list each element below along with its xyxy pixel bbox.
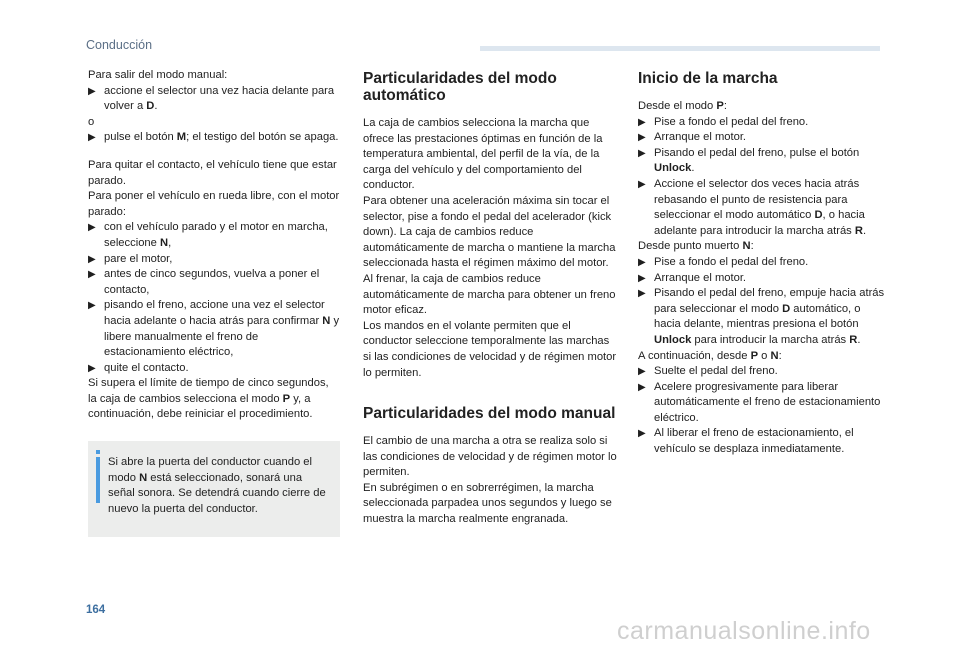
list-item: ▶ Al liberar el freno de estacionamiento, el vehículo se desplaza inmediatamente. [638, 427, 854, 456]
list-item: ▶ Accione el selector dos veces hacia atrás rebasando el punto de resistencia para seleccionar el modo automático D, o hacia adelante para introducir la marcha atrás R. [638, 177, 867, 237]
list-item: ▶ Suelte el pedal del freno. [638, 364, 888, 380]
section-heading: Inicio de la marcha [638, 70, 778, 87]
list-item: ▶ Pisando el pedal del freno, pulse el botón Unlock. [638, 146, 860, 175]
header-bar [480, 46, 880, 51]
paragraph: La caja de cambios selecciona la marcha que ofrece las prestaciones óptimas en función de la temperatura ambiental, del perfil de la vía, de la carga del vehículo y del comportamiento del conductor. [363, 117, 603, 192]
arrow-bullet-icon: ▶ [638, 428, 646, 440]
arrow-bullet-icon: ▶ [88, 85, 96, 97]
paragraph: Para obtener una aceleración máxima sin tocar el selector, pise a fondo el pedal del acelerador (kick down). La caja de cambios reduce automáticamente de marcha o mantiene la marcha seleccionada hasta el régimen máximo del motor. [363, 194, 616, 270]
info-icon-bar [96, 457, 100, 503]
info-icon [96, 450, 100, 454]
list-item: ▶ accione el selector una vez hacia delante para volver a D. [88, 84, 335, 113]
page-number: 164 [86, 604, 106, 616]
paragraph: Para quitar el contacto, el vehículo tiene que estar parado. [88, 158, 337, 187]
paragraph: Los mandos en el volante permiten que el conductor seleccione temporalmente las marchas si las condiciones de velocidad y de régimen motor lo permiten. [363, 319, 617, 379]
arrow-bullet-icon: ▶ [638, 116, 646, 128]
list-item: ▶ pisando el freno, accione una vez el selector hacia adelante o hacia atrás para confirmar N y libere manualmente el freno de estacionamiento eléctrico, [88, 299, 340, 359]
list-item: ▶ Arranque el motor. [638, 130, 888, 146]
arrow-bullet-icon: ▶ [638, 381, 646, 393]
section-title: Conducción [86, 38, 153, 52]
arrow-bullet-icon: ▶ [88, 362, 96, 374]
list-item: ▶ Pise a fondo el pedal del freno. [638, 115, 888, 131]
arrow-bullet-icon: ▶ [638, 256, 646, 268]
paragraph: El cambio de una marcha a otra se realiza solo si las condiciones de velocidad y de régimen motor lo permiten. [363, 435, 617, 479]
paragraph: A continuación, desde P o N: [638, 349, 782, 362]
list-item: ▶ Pise a fondo el pedal del freno. [638, 255, 888, 271]
column-right [638, 70, 888, 458]
paragraph: Para salir del modo manual: [88, 69, 228, 81]
arrow-bullet-icon: ▶ [638, 366, 646, 378]
arrow-bullet-icon: ▶ [638, 272, 646, 284]
list-item: ▶ Arranque el motor. [638, 271, 888, 287]
arrow-bullet-icon: ▶ [638, 132, 646, 144]
list-item: ▶ quite el contacto. [88, 361, 340, 377]
section-heading: Particularidades del modo manual [363, 405, 616, 423]
column-left [88, 68, 340, 537]
list-item: ▶ Acelere progresivamente para liberar automáticamente el freno de estacionamiento eléctrico. [638, 380, 881, 424]
arrow-bullet-icon: ▶ [88, 269, 96, 281]
list-item: ▶ pare el motor, [88, 252, 340, 268]
arrow-bullet-icon: ▶ [638, 147, 646, 159]
info-note: Si abre la puerta del conductor cuando el modo N está seleccionado, sonará una señal sonora. Se detendrá cuando cierre de nuevo la puerta del conductor. [88, 441, 340, 537]
arrow-bullet-icon: ▶ [638, 288, 646, 300]
arrow-bullet-icon: ▶ [88, 253, 96, 265]
paragraph: Desde el modo P: [638, 100, 727, 112]
arrow-bullet-icon: ▶ [638, 178, 646, 190]
list-item: ▶ Pisando el pedal del freno, empuje hacia atrás para seleccionar el modo D automático, o hacia delante, mientras presiona el botón Unlock para introducir la marcha atrás R. [638, 287, 885, 346]
list-item: ▶ pulse el botón M; el testigo del botón se apaga. [88, 130, 340, 146]
paragraph: Desde punto muerto N: [638, 240, 754, 253]
paragraph: Al frenar, la caja de cambios reduce automáticamente de marcha para obtener un freno motor eficaz. [363, 272, 616, 317]
section-heading: Particularidades del modo automático [363, 70, 557, 104]
list-item: ▶ con el vehículo parado y el motor en marcha, seleccione N, [88, 221, 328, 249]
watermark: carmanualsonline.info [617, 617, 871, 645]
paragraph: En subrégimen o en sobrerrégimen, la marcha seleccionada parpadea unos segundos y luego se muestra la marcha realmente engranada. [363, 481, 612, 526]
column-middle [363, 70, 619, 528]
list-item: ▶ antes de cinco segundos, vuelva a poner el contacto, [88, 268, 320, 296]
arrow-bullet-icon: ▶ [88, 300, 96, 312]
arrow-bullet-icon: ▶ [88, 132, 96, 144]
paragraph: o [88, 115, 95, 128]
paragraph: Para poner el vehículo en rueda libre, con el motor parado: [88, 190, 340, 218]
arrow-bullet-icon: ▶ [88, 222, 96, 234]
paragraph: Si supera el límite de tiempo de cinco segundos, la caja de cambios selecciona el modo P y, a continuación, debe reiniciar el procedimiento. [88, 377, 329, 421]
